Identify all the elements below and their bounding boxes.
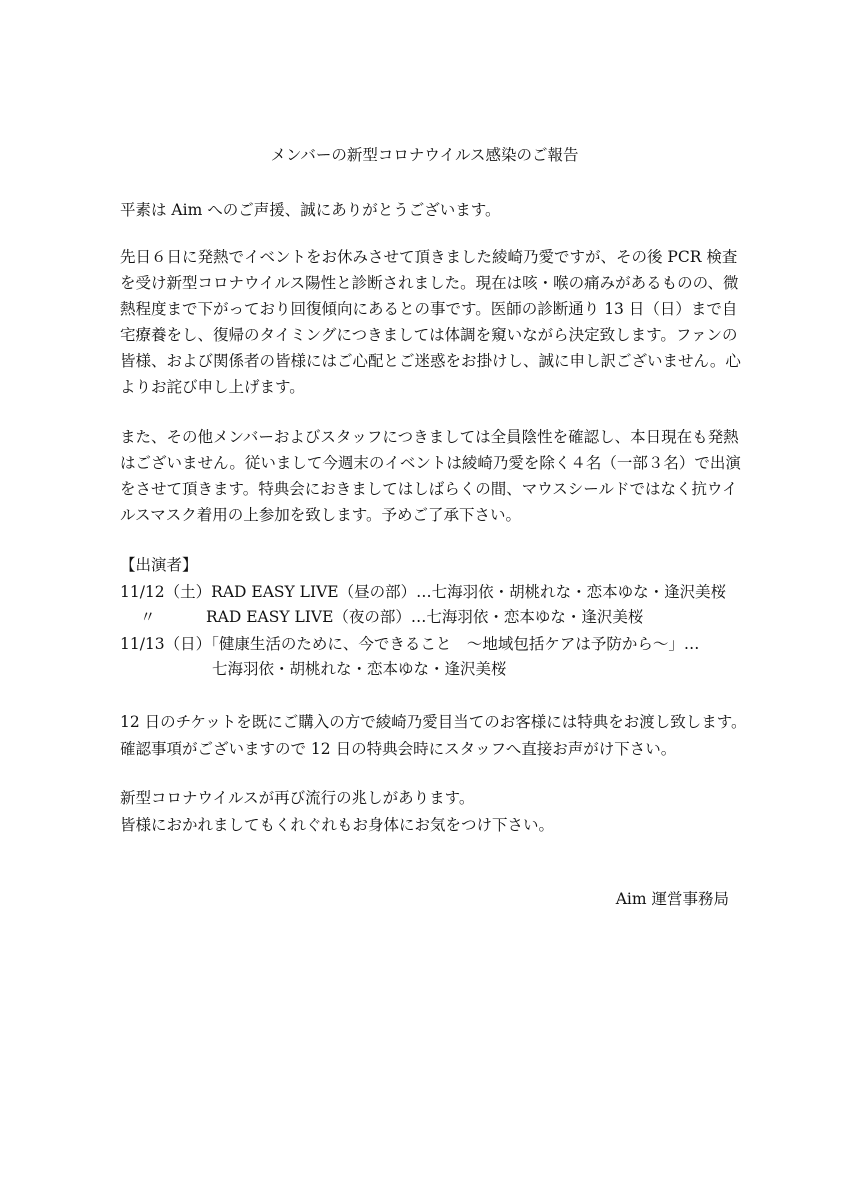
paragraph4-line: 皆様におかれましてもくれぐれもお身体にお気をつけ下さい。 [120, 816, 555, 834]
performers-heading: 【出演者】 [120, 556, 198, 574]
paragraph1-line: 宅療養をし、復帰のタイミングにつきましては体調を窺いながら決定致します。ファンの [120, 326, 738, 344]
paragraph1-line: 皆様、および関係者の皆様にはご心配とご迷惑をお掛けし、誠に申し訳ございません。心 [120, 352, 741, 370]
paragraph1-line: 先日６日に発熱でイベントをお休みさせて頂きました綾崎乃愛ですが、その後 PCR 検査 [120, 248, 738, 266]
paragraph4-line: 新型コロナウイルスが再び流行の兆しがあります。 [120, 789, 475, 807]
paragraph1-line: よりお詫び申し上げます。 [120, 378, 305, 396]
schedule-row-text: 七海羽依・胡桃れな・恋本ゆな・逢沢美桜 [212, 660, 507, 678]
paragraph3-line: 12 日のチケットを既にご購入の方で綾崎乃愛目当てのお客様には特典をお渡し致します。 [120, 713, 747, 731]
paragraph2-line: をさせて頂きます。特典会におきましてはしばらくの間、マウスシールドではなく抗ウイ [120, 480, 738, 498]
schedule-row: 11/13（日）「健康生活のために、今できること ～地域包括ケアは予防から～」… [120, 635, 700, 653]
paragraph1-line: 熱程度まで下がっており回復傾向にあるとの事です。医師の診断通り 13 日（日）まで自 [120, 300, 738, 318]
signature: Aim 運営事務局 [615, 890, 729, 908]
paragraph2-line: また、その他メンバーおよびスタッフにつきましては全員陰性を確認し、本日現在も発熱 [120, 428, 739, 446]
document-title: メンバーの新型コロナウイルス感染のご報告 [270, 146, 579, 164]
paragraph3-line: 確認事項がございますので 12 日の特典会時にスタッフへ直接お声がけ下さい。 [120, 740, 677, 758]
paragraph1-line: を受け新型コロナウイルス陽性と診断されました。現在は咳・喉の痛みがあるものの、微 [120, 274, 739, 292]
greeting-line: 平素は Aim へのご声援、誠にありがとうございます。 [120, 201, 501, 219]
schedule-row: 11/12（土）RAD EASY LIVE（昼の部）…七海羽依・胡桃れな・恋本ゆな・逢沢美桜 [120, 583, 727, 601]
paragraph2-line: はございません。従いまして今週末のイベントは綾崎乃愛を除く４名（一部３名）で出演 [120, 454, 741, 472]
schedule-row-text: RAD EASY LIVE（夜の部）…七海羽依・恋本ゆな・逢沢美桜 [206, 608, 644, 626]
ditto-mark: 〃 [140, 608, 156, 626]
paragraph2-line: ルスマスク着用の上参加を致します。予めご了承下さい。 [120, 506, 521, 524]
